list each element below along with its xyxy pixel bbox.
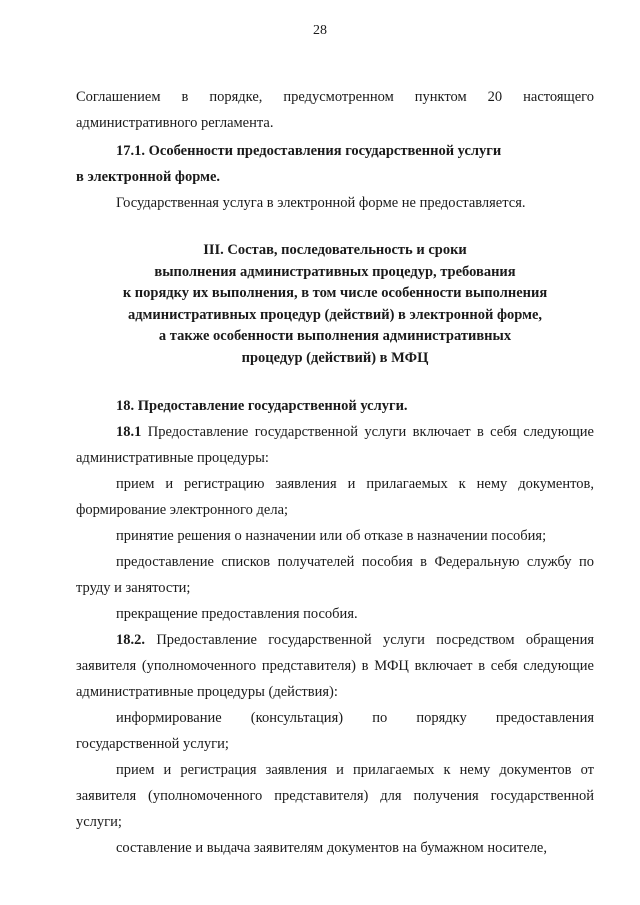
- section-heading-iii: [76, 240, 594, 369]
- list-item: прием и регистрацию заявления и прилагаемых к нему документов, формирование электронного дела;: [76, 476, 594, 518]
- list-item: составление и выдача заявителям документов на бумажном носителе,: [116, 840, 547, 856]
- paragraph: Государственная услуга в электронной форме не предоставляется.: [116, 195, 526, 211]
- subsection-heading-18: 18. Предоставление государственной услуги.: [116, 398, 408, 414]
- clause-number: 18.2.: [116, 632, 145, 648]
- heading-line: процедур (действий) в МФЦ: [241, 349, 429, 366]
- page-number: 28: [313, 23, 327, 38]
- paragraph-18-2: [76, 627, 594, 705]
- clause-text: Предоставление государственной услуги посредством обращения заявителя (уполномоченного представителя) в МФЦ включает в себя следующие административные процедуры (действия):: [76, 632, 594, 700]
- list-item: прекращение предоставления пособия.: [116, 606, 358, 622]
- heading-line: III. Состав, последовательность и сроки: [203, 242, 467, 258]
- heading-line: 17.1. Особенности предоставления государственной услуги: [116, 143, 502, 159]
- heading-line: административных процедур (действий) в электронной форме,: [127, 306, 543, 323]
- list-item: предоставление списков получателей пособия в Федеральную службу по труду и занятости;: [76, 554, 594, 596]
- list-item: прием и регистрация заявления и прилагаемых к нему документов от заявителя (уполномоченного представителя) для получения государственной услуги;: [76, 762, 594, 830]
- list-item: информирование (консультация) по порядку предоставления государственной услуги;: [76, 710, 594, 752]
- document-body: [76, 84, 594, 861]
- subsection-heading-17-1-cont: в электронной форме.: [76, 169, 221, 185]
- heading-line: выполнения административных процедур, требования: [154, 263, 516, 280]
- heading-line: к порядку их выполнения, в том числе особенности выполнения: [122, 285, 548, 301]
- heading-line: а также особенности выполнения административных: [158, 328, 512, 344]
- clause-number: 18.1: [116, 424, 142, 440]
- paragraph: Соглашением в порядке, предусмотренном пунктом 20 настоящего административного регламента.: [76, 89, 594, 131]
- subsection-heading-17-1: [76, 138, 594, 164]
- list-item: принятие решения о назначении или об отказе в назначении пособия;: [116, 528, 547, 544]
- paragraph-18-1: [76, 419, 594, 471]
- clause-text: Предоставление государственной услуги включает в себя следующие административные процедуры:: [76, 424, 594, 466]
